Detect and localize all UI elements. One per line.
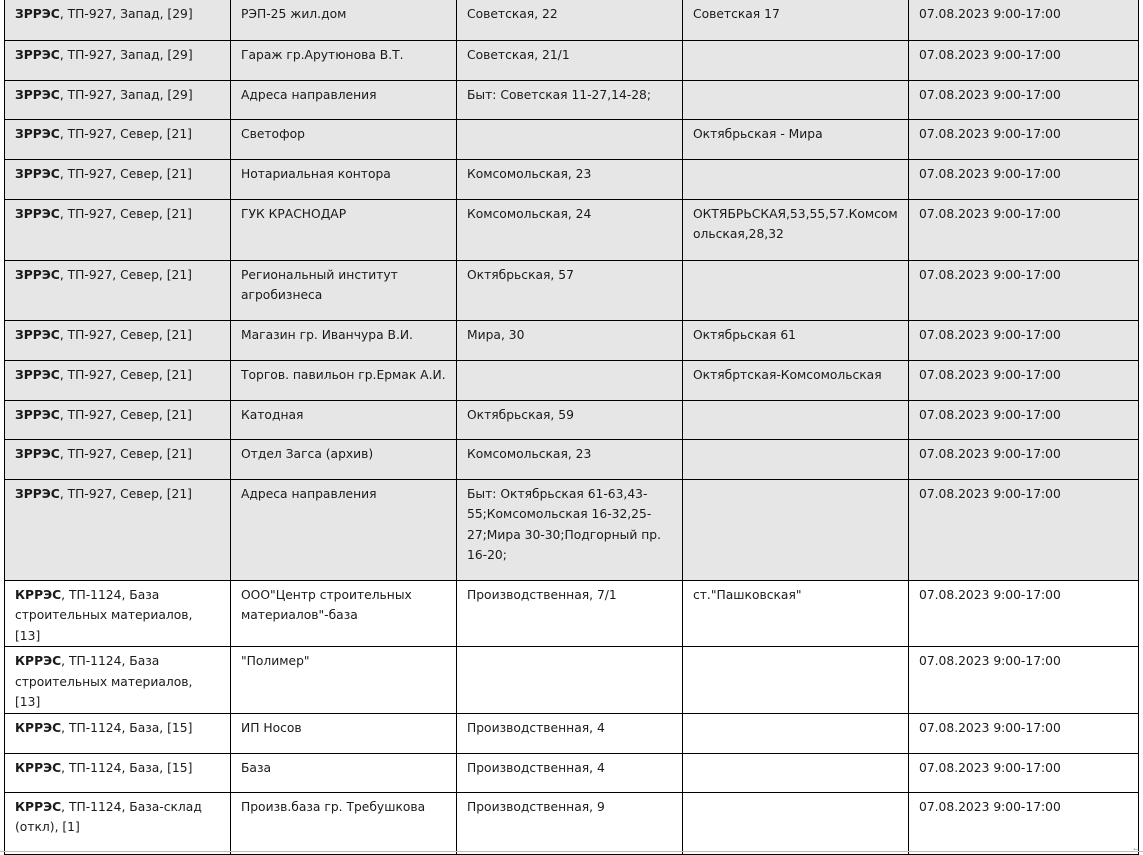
- note-cell: [683, 159, 909, 199]
- consumer-cell: "Полимер": [231, 647, 457, 714]
- time-cell: 07.08.2023 9:00-17:00: [909, 119, 1139, 159]
- network-cell: [5, 360, 231, 400]
- address-cell: Производственная, 4: [457, 713, 683, 753]
- outage-table-body: [5, 0, 1139, 854]
- time-cell: 07.08.2023 9:00-17:00: [909, 159, 1139, 199]
- consumer-cell: Произв.база гр. Требушкова: [231, 792, 457, 854]
- network-name: ЗРРЭС: [15, 126, 60, 141]
- network-cell: [5, 792, 231, 854]
- note-cell: [683, 439, 909, 479]
- network-name: КРРЭС: [15, 799, 62, 814]
- consumer-cell: Отдел Загса (архив): [231, 439, 457, 479]
- network-name: ЗРРЭС: [15, 206, 60, 221]
- substation-location: , ТП-1124, База, [15]: [61, 720, 193, 735]
- consumer-cell: РЭП-25 жил.дом: [231, 0, 457, 40]
- address-cell: Октябрьская, 57: [457, 260, 683, 320]
- substation-location: , ТП-927, Север, [21]: [59, 166, 192, 181]
- address-cell: Советская, 21/1: [457, 40, 683, 80]
- network-cell: [5, 753, 231, 792]
- table-row: [5, 40, 1139, 80]
- substation-location: , ТП-927, Запад, [29]: [59, 7, 193, 21]
- address-cell: [457, 119, 683, 159]
- network-name: КРРЭС: [15, 654, 62, 668]
- network-cell: [5, 713, 231, 753]
- note-cell: Октябртская-Комсомольская: [683, 360, 909, 400]
- address-cell: Быт: Советская 11-27,14-28;: [457, 80, 683, 119]
- note-cell: [683, 479, 909, 580]
- note-cell: [683, 713, 909, 753]
- substation-location: , ТП-927, Север, [21]: [59, 446, 192, 461]
- table-row: [5, 792, 1139, 854]
- page-bottom-edge: [0, 851, 1143, 852]
- table-row: [5, 360, 1139, 400]
- time-cell: 07.08.2023 9:00-17:00: [909, 400, 1139, 439]
- address-cell: Советская, 22: [457, 0, 683, 40]
- consumer-cell: Адреса направления: [231, 80, 457, 119]
- note-cell: [683, 80, 909, 119]
- note-cell: [683, 260, 909, 320]
- network-name: ЗРРЭС: [15, 486, 60, 501]
- consumer-cell: Адреса направления: [231, 479, 457, 580]
- substation-location: , ТП-1124, База-склад (откл), [1]: [15, 799, 202, 834]
- time-cell: 07.08.2023 9:00-17:00: [909, 647, 1139, 714]
- substation-location: , ТП-1124, База, [15]: [61, 760, 193, 775]
- table-row: [5, 439, 1139, 479]
- network-name: ЗРРЭС: [15, 407, 60, 422]
- address-cell: Быт: Октябрьская 61-63,43-55;Комсомольская 16-32,25-27;Мира 30-30;Подгорный пр. 16-20;: [457, 479, 683, 580]
- consumer-cell: Региональный институт агробизнеса: [231, 260, 457, 320]
- network-name: КРРЭС: [15, 760, 62, 775]
- note-cell: [683, 647, 909, 714]
- outage-schedule-table: [4, 0, 1139, 855]
- time-cell: 07.08.2023 9:00-17:00: [909, 713, 1139, 753]
- network-name: ЗРРЭС: [15, 87, 60, 102]
- substation-location: , ТП-927, Север, [21]: [59, 486, 192, 501]
- table-row: [5, 320, 1139, 360]
- network-name: ЗРРЭС: [15, 7, 60, 21]
- network-cell: [5, 439, 231, 479]
- consumer-cell: Гараж гр.Арутюнова В.Т.: [231, 40, 457, 80]
- table-row: [5, 580, 1139, 647]
- network-cell: [5, 119, 231, 159]
- time-cell: 07.08.2023 9:00-17:00: [909, 320, 1139, 360]
- substation-location: , ТП-927, Север, [21]: [59, 206, 192, 221]
- address-cell: [457, 360, 683, 400]
- note-cell: [683, 400, 909, 439]
- table-row: [5, 713, 1139, 753]
- network-cell: [5, 159, 231, 199]
- time-cell: 07.08.2023 9:00-17:00: [909, 753, 1139, 792]
- note-cell: [683, 753, 909, 792]
- network-name: КРРЭС: [15, 720, 62, 735]
- network-cell: [5, 400, 231, 439]
- table-row: [5, 479, 1139, 580]
- network-cell: [5, 479, 231, 580]
- table-row: [5, 753, 1139, 792]
- table-row: [5, 400, 1139, 439]
- address-cell: Производственная, 7/1: [457, 580, 683, 647]
- substation-location: , ТП-1124, База строительных материалов, [13]: [15, 587, 193, 643]
- note-cell: ОКТЯБРЬСКАЯ,53,55,57.Комсомольская,28,32: [683, 199, 909, 260]
- substation-location: , ТП-927, Север, [21]: [59, 367, 192, 382]
- time-cell: 07.08.2023 9:00-17:00: [909, 80, 1139, 119]
- network-cell: [5, 80, 231, 119]
- network-name: ЗРРЭС: [15, 327, 60, 342]
- network-cell: [5, 580, 231, 647]
- substation-location: , ТП-927, Запад, [29]: [59, 47, 193, 62]
- network-name: ЗРРЭС: [15, 367, 60, 382]
- network-cell: [5, 647, 231, 714]
- network-cell: [5, 260, 231, 320]
- address-cell: [457, 647, 683, 714]
- network-cell: [5, 0, 231, 40]
- time-cell: 07.08.2023 9:00-17:00: [909, 360, 1139, 400]
- table-row: [5, 159, 1139, 199]
- network-name: ЗРРЭС: [15, 267, 60, 282]
- consumer-cell: Катодная: [231, 400, 457, 439]
- address-cell: Производственная, 4: [457, 753, 683, 792]
- address-cell: Комсомольская, 23: [457, 439, 683, 479]
- note-cell: [683, 792, 909, 854]
- time-cell: 07.08.2023 9:00-17:00: [909, 580, 1139, 647]
- table-row: [5, 0, 1139, 40]
- table-row: [5, 199, 1139, 260]
- consumer-cell: Нотариальная контора: [231, 159, 457, 199]
- consumer-cell: Торгов. павильон гр.Ермак А.И.: [231, 360, 457, 400]
- note-cell: ст."Пашковская": [683, 580, 909, 647]
- substation-location: , ТП-927, Север, [21]: [59, 407, 192, 422]
- network-cell: [5, 40, 231, 80]
- consumer-cell: Магазин гр. Иванчура В.И.: [231, 320, 457, 360]
- network-cell: [5, 199, 231, 260]
- address-cell: Комсомольская, 23: [457, 159, 683, 199]
- address-cell: Октябрьская, 59: [457, 400, 683, 439]
- substation-location: , ТП-927, Север, [21]: [59, 327, 192, 342]
- corner-mark-icon: ⌙: [1133, 845, 1139, 853]
- consumer-cell: ИП Носов: [231, 713, 457, 753]
- substation-location: , ТП-927, Север, [21]: [59, 126, 192, 141]
- table-row: [5, 119, 1139, 159]
- address-cell: Комсомольская, 24: [457, 199, 683, 260]
- note-cell: [683, 40, 909, 80]
- table-row: [5, 80, 1139, 119]
- note-cell: Октябрьская - Мира: [683, 119, 909, 159]
- time-cell: 07.08.2023 9:00-17:00: [909, 260, 1139, 320]
- substation-location: , ТП-927, Север, [21]: [59, 267, 192, 282]
- note-cell: Октябрьская 61: [683, 320, 909, 360]
- time-cell: 07.08.2023 9:00-17:00: [909, 199, 1139, 260]
- note-cell: Советская 17: [683, 0, 909, 40]
- time-cell: 07.08.2023 9:00-17:00: [909, 0, 1139, 40]
- network-name: ЗРРЭС: [15, 47, 60, 62]
- network-name: ЗРРЭС: [15, 166, 60, 181]
- address-cell: Производственная, 9: [457, 792, 683, 854]
- network-cell: [5, 320, 231, 360]
- time-cell: 07.08.2023 9:00-17:00: [909, 439, 1139, 479]
- time-cell: 07.08.2023 9:00-17:00: [909, 40, 1139, 80]
- consumer-cell: ООО"Центр строительных материалов"-база: [231, 580, 457, 647]
- time-cell: 07.08.2023 9:00-17:00: [909, 479, 1139, 580]
- network-name: ЗРРЭС: [15, 446, 60, 461]
- time-cell: 07.08.2023 9:00-17:00: [909, 792, 1139, 854]
- address-cell: Мира, 30: [457, 320, 683, 360]
- table-row: [5, 647, 1139, 714]
- consumer-cell: Светофор: [231, 119, 457, 159]
- substation-location: , ТП-927, Запад, [29]: [59, 87, 193, 102]
- consumer-cell: База: [231, 753, 457, 792]
- network-name: КРРЭС: [15, 587, 62, 602]
- substation-location: , ТП-1124, База строительных материалов, [13]: [15, 654, 193, 709]
- table-row: [5, 260, 1139, 320]
- consumer-cell: ГУК КРАСНОДАР: [231, 199, 457, 260]
